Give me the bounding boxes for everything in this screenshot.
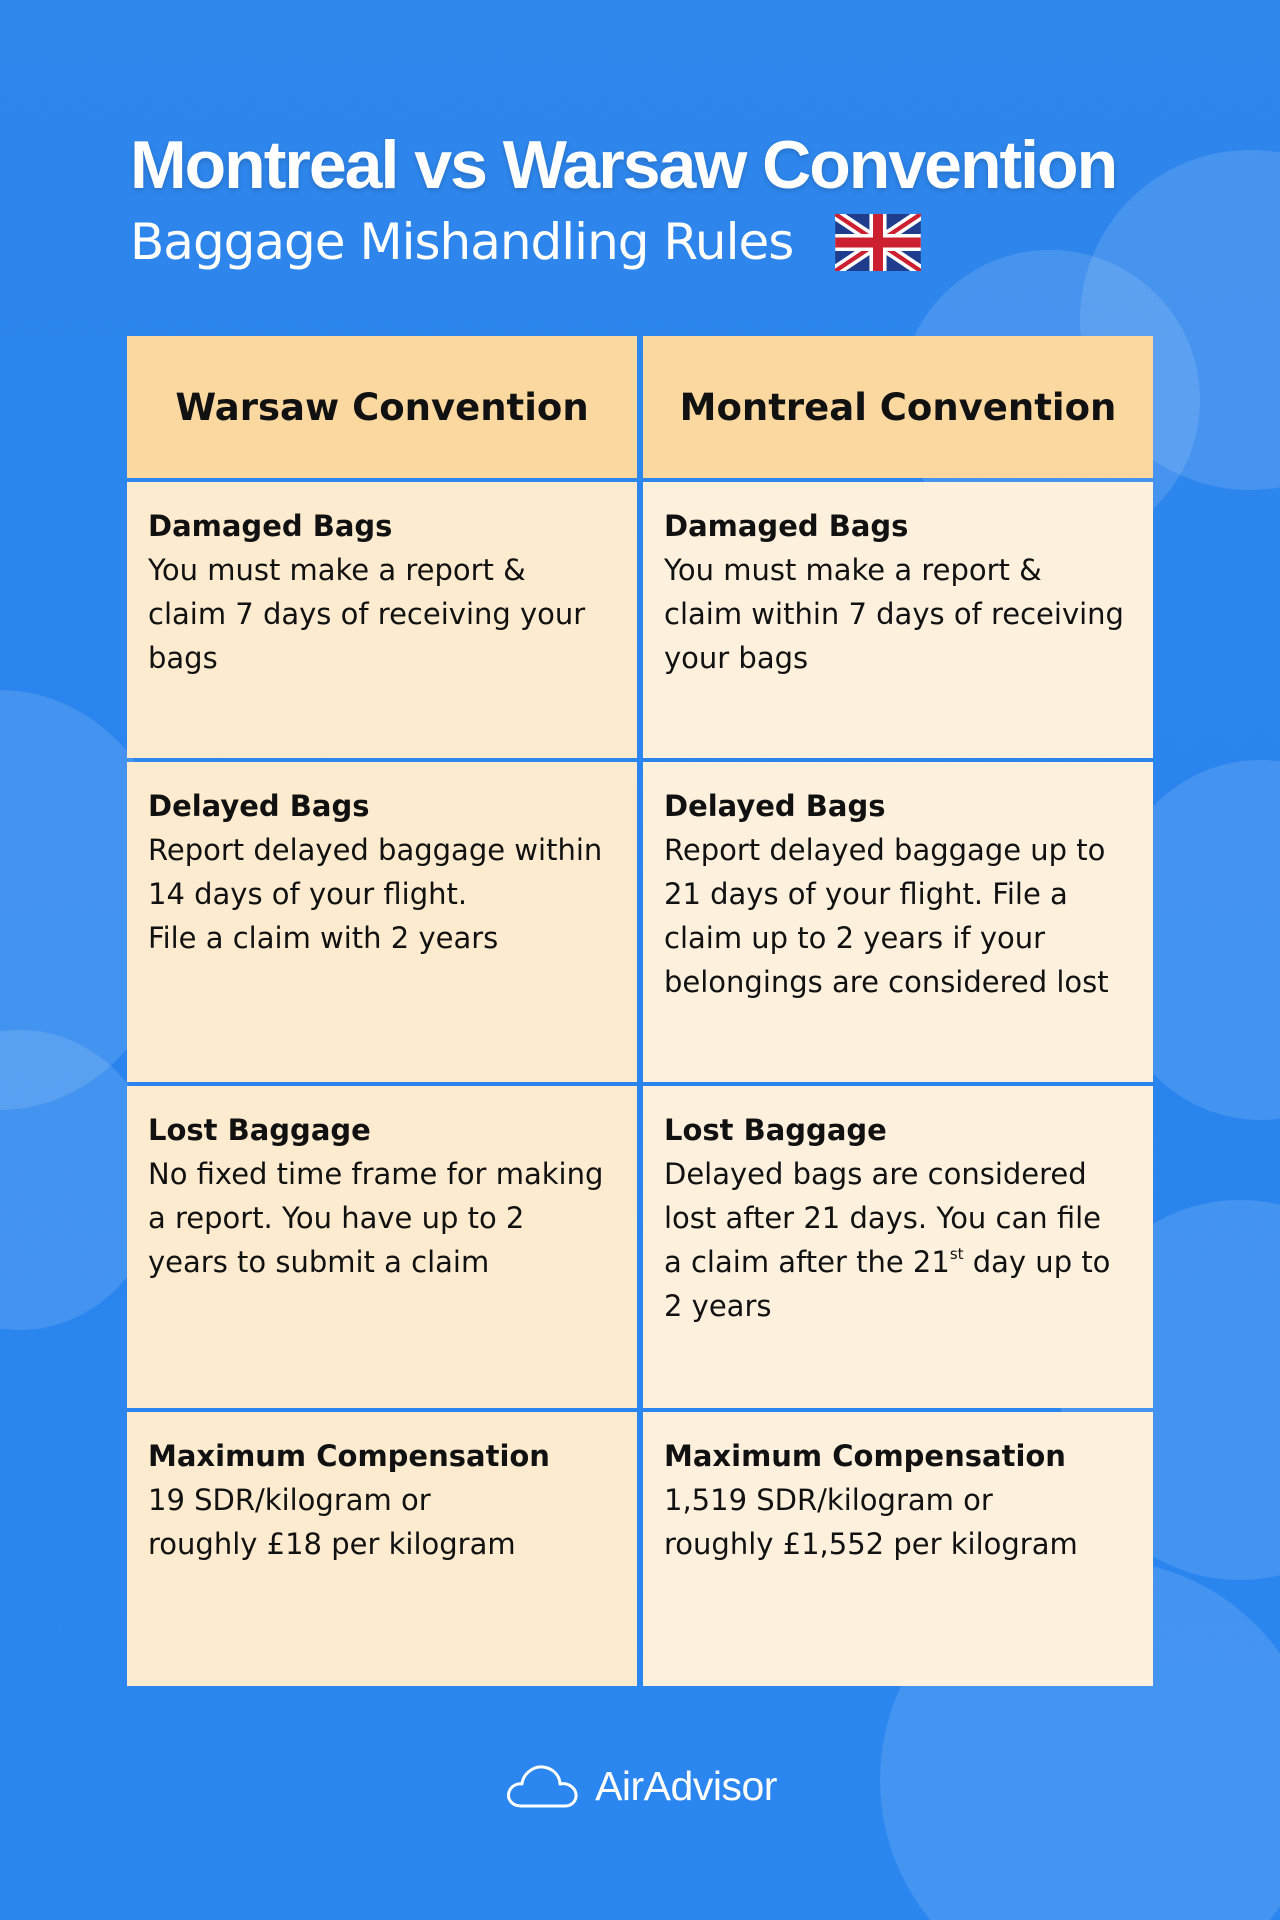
cell-heading: Damaged Bags: [148, 509, 393, 543]
cell-text: 19 SDR/kilogram or roughly £18 per kilogram: [148, 1483, 516, 1561]
cell-text: [664, 1152, 1133, 1328]
table-cell: [127, 1412, 637, 1686]
table-cell: [643, 1412, 1153, 1686]
table-cell: [643, 482, 1153, 758]
cell-heading: Lost Baggage: [148, 1113, 371, 1147]
column-header-warsaw: [127, 336, 637, 478]
table-cell: [643, 1086, 1153, 1408]
cell-text: 1,519 SDR/kilogram or roughly £1,552 per kilogram: [664, 1483, 1078, 1561]
page-title: Montreal vs Warsaw Convention: [130, 127, 1117, 203]
column-header-label: Warsaw Convention: [175, 385, 589, 429]
cell-heading: Delayed Bags: [148, 789, 370, 823]
ordinal-suffix: st: [949, 1245, 964, 1263]
table-cell: [127, 482, 637, 758]
cell-heading: Damaged Bags: [664, 509, 909, 543]
cell-heading: Maximum Compensation: [148, 1439, 550, 1473]
cell-text: Report delayed baggage up to 21 days of your flight. File a claim up to 2 years if your belongings are considered lost: [664, 833, 1109, 999]
cell-heading: Lost Baggage: [664, 1113, 887, 1147]
cell-text: Report delayed baggage within 14 days of your flight. File a claim with 2 years: [148, 833, 603, 955]
brand-name: AirAdvisor: [595, 1762, 777, 1809]
cell-text-part: day up to 2 years: [664, 1245, 1111, 1323]
footer-brand: [0, 1760, 1280, 1812]
uk-flag-icon: [835, 214, 921, 271]
table-cell: [643, 762, 1153, 1082]
cell-text: No fixed time frame for making a report. You have up to 2 years to submit a claim: [148, 1157, 604, 1279]
cell-text-part: Delayed bags are considered lost after 21 days. You can file a claim after the 21: [664, 1157, 1102, 1279]
cloud-logo-icon: [503, 1760, 581, 1812]
column-header-label: Montreal Convention: [679, 385, 1117, 429]
page-subtitle: Baggage Mishandling Rules: [130, 213, 794, 271]
cell-text: You must make a report & claim 7 days of receiving your bags: [148, 553, 586, 675]
cell-heading: Maximum Compensation: [664, 1439, 1066, 1473]
comparison-table: [127, 336, 1153, 1686]
page-header: [130, 125, 1180, 277]
table-cell: [127, 762, 637, 1082]
subtitle-row: [130, 207, 1180, 277]
column-header-montreal: [643, 336, 1153, 478]
cell-text: You must make a report & claim within 7 days of receiving your bags: [664, 553, 1124, 675]
table-cell: [127, 1086, 637, 1408]
cell-heading: Delayed Bags: [664, 789, 886, 823]
